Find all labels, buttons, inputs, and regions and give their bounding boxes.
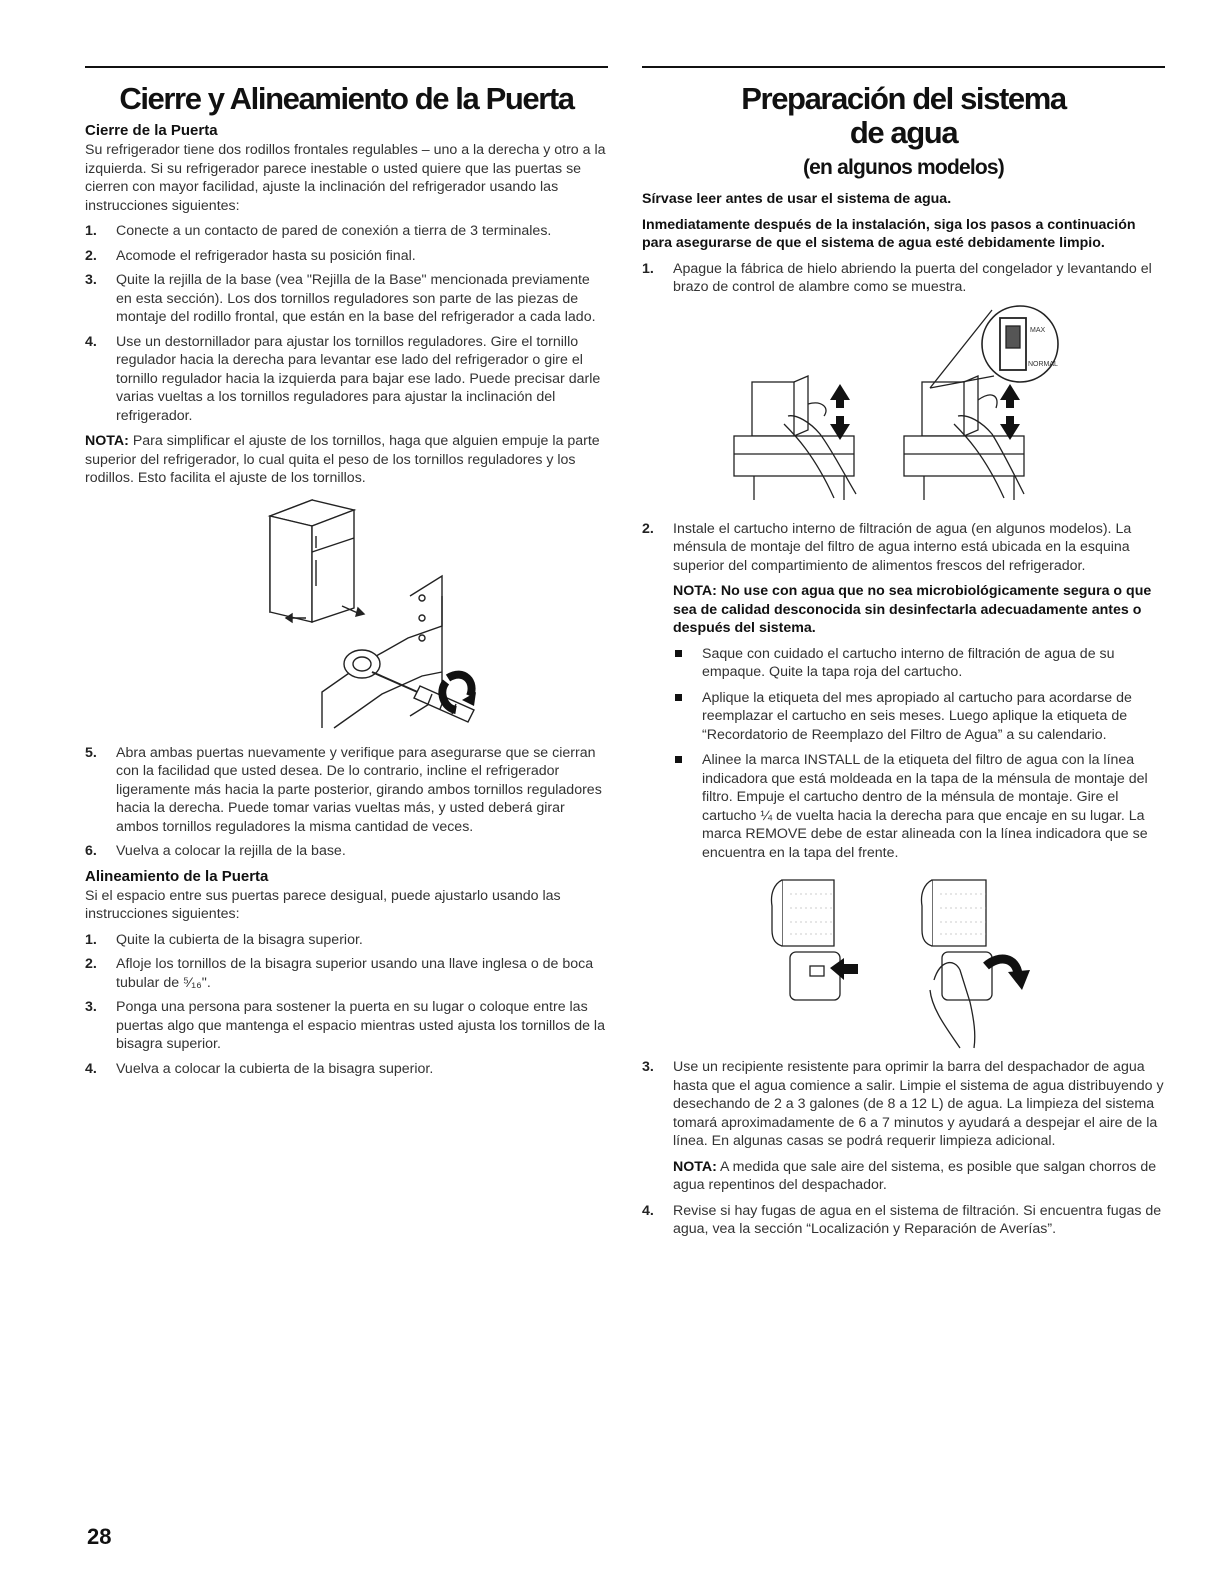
list-item: 2. Instale el cartucho interno de filtración de agua (en algunos modelos). La ménsula de montaje del filtro de agua interno está ubicada en la esquina superior del compartimiento de alimentos frescos del refrigerador.	[642, 520, 1132, 574]
right-subtitle: (en algunos modelos)	[802, 156, 1004, 179]
right-title-line2: de agua	[849, 115, 958, 150]
list-item: 4. Revise si hay fugas de agua en el sistema de filtración. Si encuentra fugas de agua, vea la sección “Localización y Reparación de Averías”.	[642, 1202, 1162, 1237]
list-item: 2. Acomode el refrigerador hasta su posición final.	[85, 247, 416, 264]
right-column	[642, 66, 1165, 1246]
lead-after-install: Inmediatamente después de la instalación, siga los pasos a continuación para asegurarse de que el sistema de agua esté debidamente limpio.	[642, 216, 1136, 251]
right-title-line1: Preparación del sistema	[741, 81, 1066, 116]
list-item: 3. Quite la rejilla de la base (vea "Rejilla de la Base" mencionada previamente en esta sección). Los dos tornillos reguladores son parte de las piezas de montaje del rodillo frontal, que están en la base del refrigerador a cada lado.	[85, 272, 596, 325]
water-step-2	[642, 520, 1165, 576]
nota-3: NOTA: A medida que sale aire del sistema, es posible que salgan chorros de agua repentinos del despachador.	[673, 1158, 1157, 1193]
list-item: 4. Vuelva a colocar la cubierta de la bisagra superior.	[85, 1060, 434, 1077]
list-item: 1. Quite la cubierta de la bisagra superior.	[85, 931, 363, 948]
alineamiento-heading: Alineamiento de la Puerta	[85, 867, 269, 885]
nota-1: NOTA: Para simplificar el ajuste de los tornillos, haga que alguien empuje la parte superior del refrigerador, lo cual quita el peso de los tornillos reguladores y los rodillos. Esto facilita el ajuste de los tornillos.	[85, 433, 600, 486]
list-item: 6. Vuelva a colocar la rejilla de la base.	[85, 843, 346, 859]
switch-label-normal: NORMAL	[1027, 360, 1058, 368]
alineamiento-steps	[85, 931, 608, 1079]
list-item: Saque con cuidado el cartucho interno de filtración de agua de su empaque. Quite la tapa roja del cartucho.	[642, 645, 1165, 682]
left-column	[85, 66, 608, 1085]
water-step-4	[642, 1202, 1165, 1239]
list-item: 1. Apague la fábrica de hielo abriendo la puerta del congelador y levantando el brazo de control de alambre como se muestra.	[642, 260, 1152, 295]
left-top-rule	[85, 66, 608, 68]
cierre-intro: Su refrigerador tiene dos rodillos frontales regulables – uno a la derecha y otro a la izquierda. Si su refrigerador parece inestable o usted quiere que las puertas se cierren con mayor facilidad, ajuste la inclinación del refrigerador usando las instrucciones siguientes:	[85, 142, 606, 214]
list-item: 4. Use un destornillador para ajustar los tornillos reguladores. Gire el tornillo regulador hacia la derecha para levantar ese lado del refrigerador o gire el tornillo regulador hacia la izquierda para bajar ese lado. Puede precisar darle varias vueltas a los tornillos reguladores para ajustar la inclinación del refrigerador.	[85, 333, 601, 424]
list-item: 2. Afloje los tornillos de la bisagra superior usando una llave inglesa o de boca tubular de ⁵⁄₁₆".	[85, 956, 594, 991]
water-step-3	[642, 1058, 1165, 1151]
right-top-rule	[642, 66, 1165, 68]
filter-cartridge-illustration	[764, 870, 1044, 1050]
roller-adjust-illustration	[212, 496, 482, 736]
ice-maker-illustration	[724, 304, 1084, 514]
left-section-title: Cierre y Alineamiento de la Puerta	[119, 81, 574, 116]
nota-2: NOTA: No use con agua que no sea microbiológicamente segura o que sea de calidad desconocida sin desinfectarla adecuadamente antes o después del sistema.	[673, 583, 1152, 636]
water-step-1	[642, 260, 1165, 297]
page-number: 28	[87, 1524, 112, 1549]
right-section-title	[642, 82, 1165, 150]
cierre-steps-b	[85, 744, 608, 861]
list-item: 5. Abra ambas puertas nuevamente y verifique para asegurarse que se cierran con la facilidad que usted desea. De lo contrario, incline el refrigerador ligeramente más hacia la parte posterior, girando ambos tornillos reguladores hacia la derecha. Puede tomar varias vueltas más, y usted deberá girar ambos tornillos reguladores la misma cantidad de veces.	[85, 744, 602, 835]
filter-bullets	[642, 645, 1165, 863]
list-item: 1. Conecte a un contacto de pared de conexión a tierra de 3 terminales.	[85, 223, 552, 239]
list-item: 3. Ponga una persona para sostener la puerta en su lugar o coloque entre las puertas algo que mantenga el espacio mientras usted ajusta los tornillos de la bisagra superior.	[85, 999, 605, 1052]
lead-read-first: Sírvase leer antes de usar el sistema de agua.	[642, 191, 952, 207]
cierre-steps-a	[85, 222, 608, 425]
list-item: 3. Use un recipiente resistente para oprimir la barra del despachador de agua hasta que el agua comience a salir. Limpie el sistema de agua distribuyendo y desechando de 2 a 3 galones (de 8 a 12 L) de agua. La limpieza del sistema tomará aproximadamente de 6 a 7 minutos y ayudará a despejar el aire de la línea. En algunas casas se podrá requerir limpieza adicional.	[642, 1059, 1164, 1149]
list-item: Alinee la marca INSTALL de la etiqueta del filtro de agua con la línea indicadora que está moldeada en la tapa de la ménsula de montaje del filtro. Empuje el cartucho dentro de la ménsula de montaje. Gire el cartucho ¼ de vuelta hacia la derecha para que encaje en su lugar. La marca REMOVE debe de estar alineada con la línea indicadora que se encuentra en la tapa del frente.	[642, 751, 1165, 862]
list-item: Aplique la etiqueta del mes apropiado al cartucho para acordarse de reemplazar el cartucho en seis meses. Luego aplique la etiqueta de “Recordatorio de Reemplazo del Filtro de Agua” a su calendario.	[642, 689, 1165, 745]
alineamiento-intro: Si el espacio entre sus puertas parece desigual, puede ajustarlo usando las instrucciones siguientes:	[85, 887, 561, 922]
cierre-heading: Cierre de la Puerta	[85, 122, 218, 139]
switch-label-max: MAX	[1029, 326, 1045, 334]
